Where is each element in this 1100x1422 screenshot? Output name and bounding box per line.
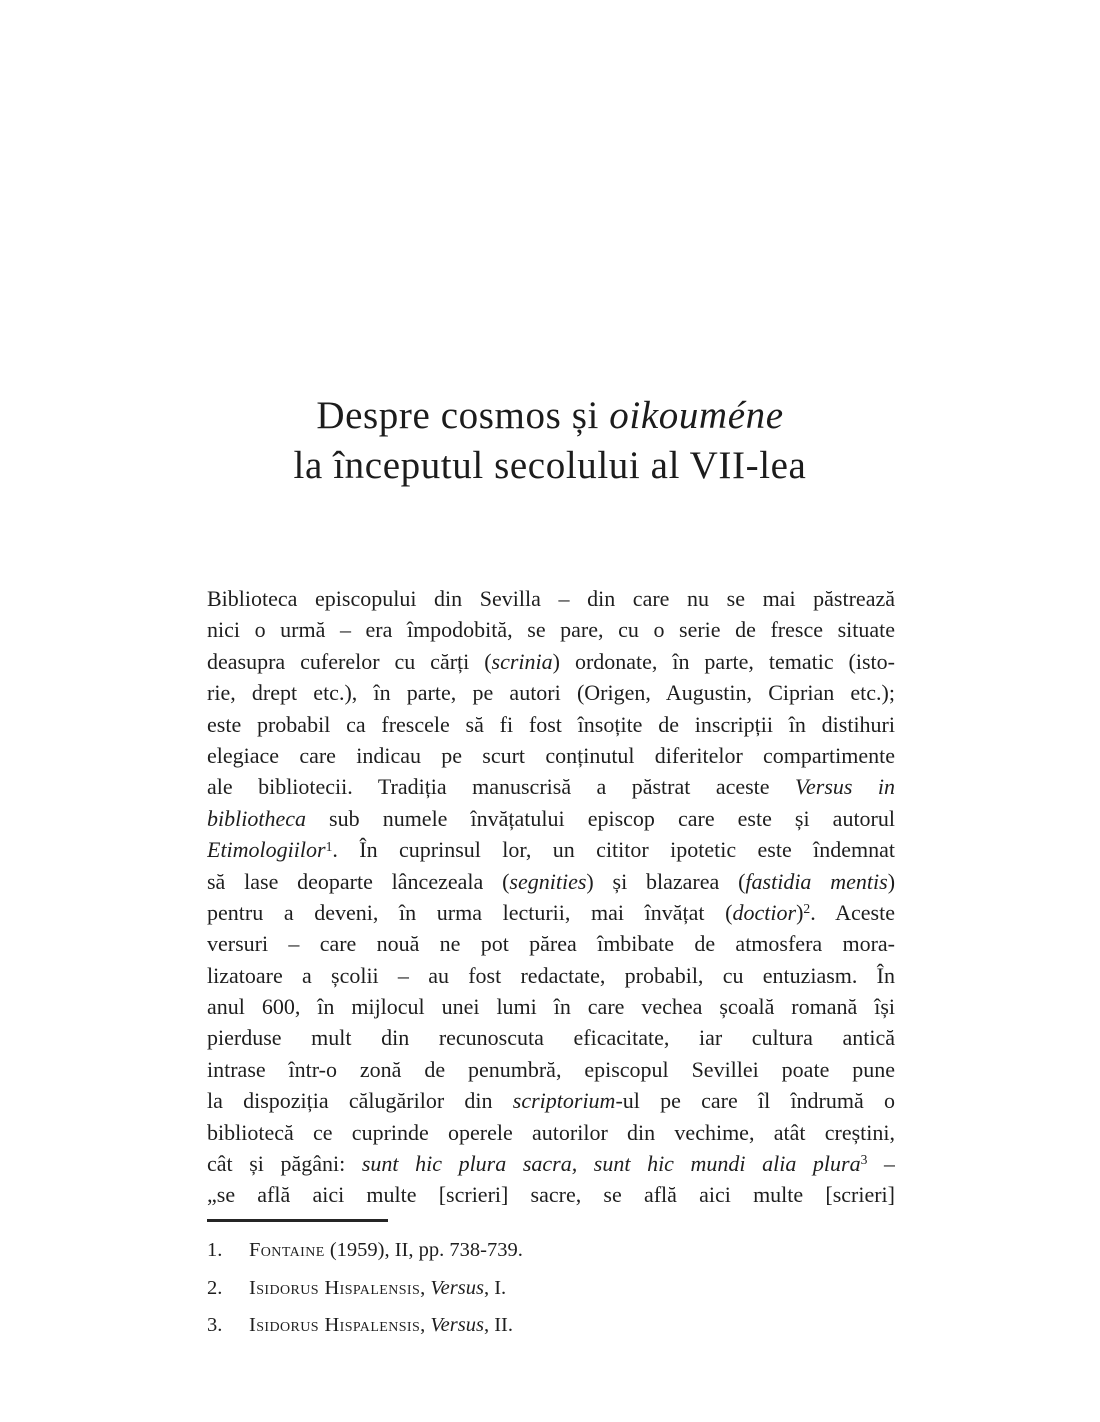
text-segment: . Aceste [810, 899, 895, 925]
text-segment: la începutul secolului al VII-lea [293, 444, 807, 487]
text-segment: rie, drept etc.), în parte, pe autori (Origen, Augustin, Ciprian etc.); [207, 680, 895, 706]
text-segment: nici o urmă – era împodobită, se pare, cu o serie de fresce situate [207, 617, 895, 643]
text-line [207, 991, 895, 1022]
text-segment: pierduse mult din recunoscuta eficacitate, iar cultura antică [207, 1025, 895, 1051]
text-segment: ) [887, 868, 895, 894]
footnote-item [207, 1307, 895, 1345]
text-segment: elegiace care indicau pe scurt conținutul diferitelor compartimente [207, 742, 895, 768]
text-segment: fastidia mentis [745, 868, 888, 894]
text-segment: scrinia [491, 648, 553, 674]
text-segment: Versus [430, 1314, 484, 1336]
text-segment: Isidorus Hispalensis [249, 1276, 421, 1299]
footnote-list [207, 1232, 895, 1345]
footnote-text [249, 1270, 895, 1308]
text-line [207, 960, 895, 991]
text-segment: , [420, 1314, 431, 1336]
text-segment: bibliotecă ce cuprinde operele autorilor din vechime, atât creștini, [207, 1119, 895, 1145]
text-line [207, 1179, 895, 1210]
footnote-number: 2. [207, 1276, 223, 1299]
text-segment: Biblioteca episcopului din Sevilla – din care nu se mai păstrează [207, 586, 895, 611]
text-line [207, 646, 895, 677]
text-segment: Despre cosmos și [316, 394, 610, 437]
text-segment: pentru a deveni, în urma lecturii, mai învățat ( [207, 899, 733, 925]
text-segment: ) și blazarea ( [586, 868, 746, 894]
footnote-reference-superscript: 3 [860, 1152, 868, 1168]
text-segment: versuri – care nouă ne pot părea îmbibate de atmosfera mora- [207, 931, 895, 957]
text-line [207, 771, 895, 802]
text-segment: -ul pe care îl îndrumă o [615, 1088, 895, 1114]
footnote-item [207, 1270, 895, 1308]
text-line [207, 1054, 895, 1085]
text-segment: Isidorus Hispalensis [249, 1314, 421, 1336]
chapter-title [206, 391, 894, 491]
footnote-reference-superscript: 1 [325, 838, 333, 854]
text-segment: intrase într-o zonă de penumbră, episcopul Sevillei poate pune [207, 1056, 895, 1082]
text-segment: Etimologiilor [207, 837, 326, 863]
text-line [207, 1117, 895, 1148]
text-segment: Versus [430, 1276, 484, 1299]
text-line [207, 803, 895, 834]
text-segment: ) [796, 899, 804, 925]
text-line [207, 614, 895, 645]
text-segment: segnities [509, 868, 587, 894]
text-segment: „se află aici multe [scrieri] sacre, se află aici multe [scrieri] [207, 1182, 895, 1208]
text-line [207, 740, 895, 771]
footnote-number: 3. [207, 1314, 223, 1336]
footnote-item [207, 1232, 895, 1270]
text-segment: anul 600, în mijlocul unei lumi în care vechea școală romană își [207, 994, 895, 1020]
text-segment: ale bibliotecii. Tradiția manuscrisă a păstrat aceste [207, 774, 795, 800]
text-line [207, 866, 895, 897]
body-paragraph [207, 583, 895, 1211]
footnote-text [249, 1232, 895, 1270]
text-segment: , II. [483, 1314, 513, 1336]
text-segment: – [867, 1151, 895, 1177]
text-line [207, 928, 895, 959]
text-segment: deasupra cuferelor cu cărți ( [207, 648, 492, 674]
text-line [207, 897, 895, 928]
text-line [207, 583, 895, 614]
text-segment: . În cuprinsul lor, un cititor ipotetic este îndemnat [332, 837, 895, 863]
text-segment: sunt hic plura sacra, sunt hic mundi alia plura [361, 1151, 861, 1177]
text-line [207, 1148, 895, 1179]
text-segment: scriptorium [512, 1088, 616, 1114]
text-segment: (1959), II, pp. 738-739. [324, 1239, 523, 1261]
text-line [207, 677, 895, 708]
text-segment: ) ordonate, în parte, tematic (isto- [552, 648, 895, 674]
text-segment: lizatoare a școlii – au fost redactate, probabil, cu entuziasm. În [207, 962, 895, 988]
footnote-number: 1. [207, 1239, 223, 1261]
text-segment: Fontaine [249, 1239, 325, 1261]
text-segment: bibliotheca [207, 805, 306, 831]
text-segment: oikouméne [609, 394, 784, 437]
text-segment: , I. [483, 1276, 507, 1299]
text-segment: este probabil ca frescele să fi fost însoțite de inscripții în distihuri [207, 711, 895, 737]
footnote-reference-superscript: 2 [803, 901, 811, 917]
text-line [207, 1085, 895, 1116]
text-line [207, 834, 895, 865]
text-segment: Versus in [795, 774, 895, 800]
text-line [207, 1022, 895, 1053]
footnote-text [249, 1307, 895, 1345]
text-segment: , [420, 1276, 431, 1299]
text-segment: doctior [732, 899, 797, 925]
text-segment: să lase deoparte lâncezeala ( [207, 868, 510, 894]
chapter-title-line-1 [206, 391, 894, 441]
text-segment: cât și păgâni: [207, 1151, 362, 1177]
chapter-title-line-2 [206, 441, 894, 491]
text-segment: sub numele învățatului episcop care este și autorul [305, 805, 895, 831]
text-segment: la dispoziția călugărilor din [207, 1088, 513, 1114]
text-line [207, 709, 895, 740]
footnote-separator-rule [207, 1219, 388, 1222]
